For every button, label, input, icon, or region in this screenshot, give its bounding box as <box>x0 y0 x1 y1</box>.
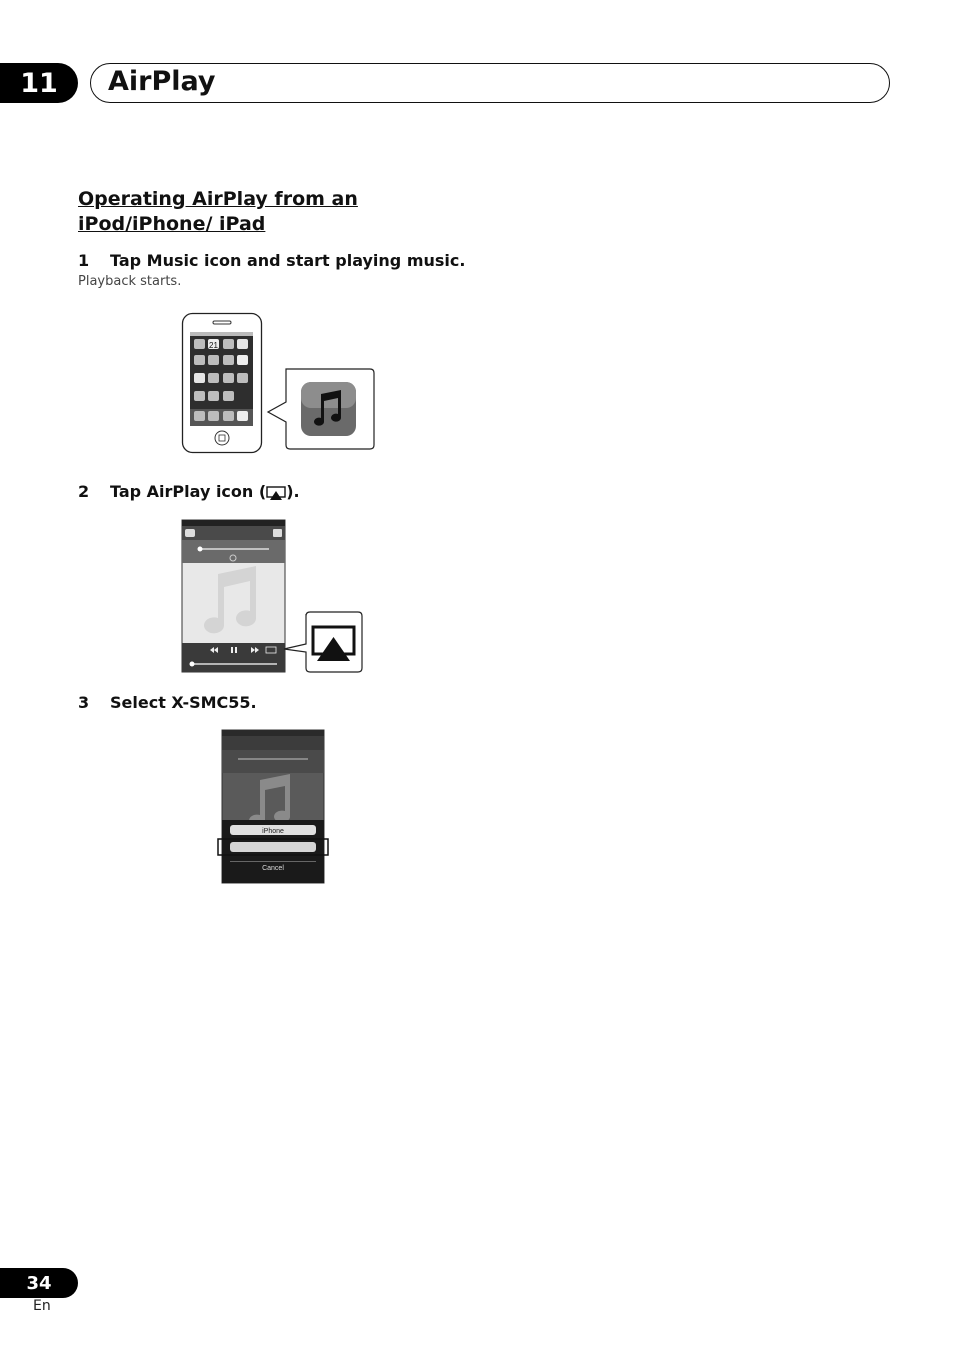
chapter-number: 11 <box>0 63 78 103</box>
step-1-note: Playback starts. <box>78 274 182 289</box>
step-2-text-before: Tap AirPlay icon ( <box>110 482 267 501</box>
section-title: Operating AirPlay from an iPod/iPhone/ iPad <box>78 188 358 235</box>
step-3 <box>78 693 257 712</box>
device-option-iphone[interactable]: iPhone <box>262 828 284 835</box>
step-1 <box>78 251 465 270</box>
step-2 <box>78 482 300 501</box>
figure-iphone-music <box>180 312 380 458</box>
step-1-number: 1 <box>78 251 90 270</box>
language-code: En <box>33 1298 51 1314</box>
figure-airplay-device-list <box>214 728 332 886</box>
step-2-number: 2 <box>78 482 90 501</box>
cancel-button[interactable]: Cancel <box>262 865 284 872</box>
step-1-text: Tap Music icon and start playing music. <box>110 251 466 270</box>
step-3-text: Select X-SMC55. <box>110 693 257 712</box>
page-number: 34 <box>0 1268 78 1298</box>
device-option-x-smc55[interactable] <box>230 842 316 852</box>
figure-music-player <box>180 518 370 676</box>
calendar-day: 21 <box>209 341 218 350</box>
step-2-text-after: ). <box>286 482 300 501</box>
chapter-title: AirPlay <box>108 66 216 97</box>
airplay-icon <box>266 485 286 501</box>
step-3-number: 3 <box>78 693 90 712</box>
